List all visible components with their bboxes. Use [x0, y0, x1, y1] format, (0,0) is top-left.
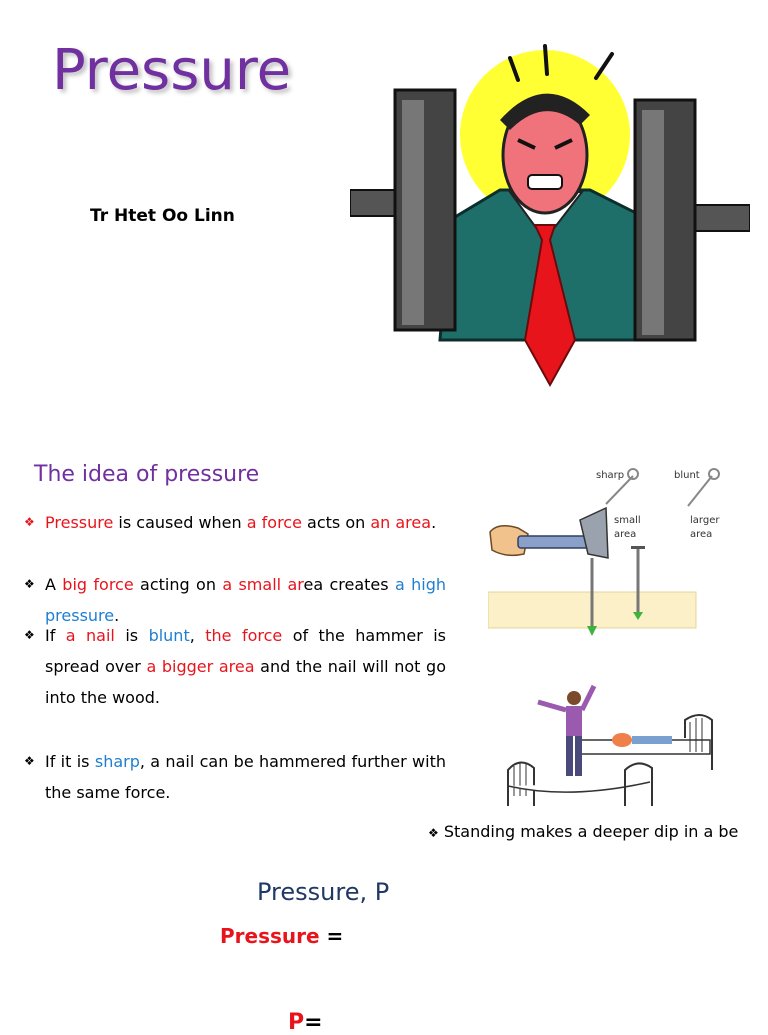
- bullet-diamond-icon: ❖: [24, 628, 35, 642]
- larger-area-label-1: larger: [690, 515, 720, 526]
- pressure-heading: Pressure, P: [257, 878, 390, 906]
- text-segment: blunt: [148, 626, 190, 645]
- text-segment: acting on: [133, 575, 223, 594]
- text-segment: of the hammer is spread over: [45, 626, 447, 676]
- bullet-diamond-icon: ❖: [24, 577, 35, 591]
- text-segment: an area: [370, 513, 432, 532]
- text-segment: a small ar: [222, 575, 304, 594]
- bullet-item: [24, 507, 446, 538]
- bullet-text: [45, 746, 446, 808]
- bullet-diamond-icon: ❖: [24, 754, 35, 768]
- bullet-text: [45, 507, 446, 538]
- text-segment: a high pressure: [45, 575, 446, 625]
- bullet-text: [45, 620, 446, 713]
- small-area-label-1: small: [614, 515, 641, 526]
- text-segment: .: [431, 513, 437, 532]
- text-segment: big force: [62, 575, 134, 594]
- section-title: The idea of pressure: [34, 462, 260, 487]
- text-segment: the force: [205, 626, 283, 645]
- text-segment: If it is: [45, 752, 95, 771]
- formula-line: [220, 924, 343, 948]
- sharp-label: sharp: [596, 470, 625, 481]
- formula-p-equals: =: [304, 1010, 323, 1035]
- text-segment: ea creates: [303, 575, 395, 594]
- slide-title: Pressure: [52, 38, 292, 103]
- text-segment: and the nail will not go into the wood.: [45, 657, 447, 707]
- text-segment: A: [45, 575, 63, 594]
- small-area-label-2: area: [614, 529, 637, 540]
- bed-caption: [428, 822, 738, 841]
- blunt-label: blunt: [674, 470, 700, 481]
- author-name: Tr Htet Oo Linn: [90, 206, 235, 226]
- text-segment: , a nail can be hammered further with the same force.: [45, 752, 447, 802]
- larger-area-label-2: area: [690, 529, 713, 540]
- text-segment: is: [114, 626, 149, 645]
- text-segment: is caused when: [113, 513, 247, 532]
- bed-caption-text: Standing makes a deeper dip in a be: [443, 822, 739, 841]
- text-segment: Pressure: [45, 513, 114, 532]
- bullet-diamond-icon: ❖: [428, 826, 439, 840]
- text-segment: a bigger area: [146, 657, 255, 676]
- text-segment: If: [45, 626, 66, 645]
- bullet-item: [24, 620, 446, 713]
- formula-p-symbol: P: [288, 1010, 305, 1035]
- text-segment: a nail: [65, 626, 115, 645]
- bullet-item: [24, 746, 446, 808]
- text-segment: acts on: [301, 513, 371, 532]
- squeezed-man-clipart: [350, 40, 750, 400]
- text-segment: sharp: [94, 752, 140, 771]
- formula-p-line: [288, 1010, 323, 1035]
- text-segment: ,: [189, 626, 206, 645]
- formula-word: Pressure: [220, 924, 320, 948]
- formula-equals: =: [319, 924, 344, 948]
- text-segment: a force: [246, 513, 302, 532]
- bullet-diamond-icon: ❖: [24, 515, 35, 529]
- text-segment: .: [114, 606, 120, 625]
- hammer-nail-figure: [488, 462, 728, 642]
- beds-figure: [500, 680, 720, 810]
